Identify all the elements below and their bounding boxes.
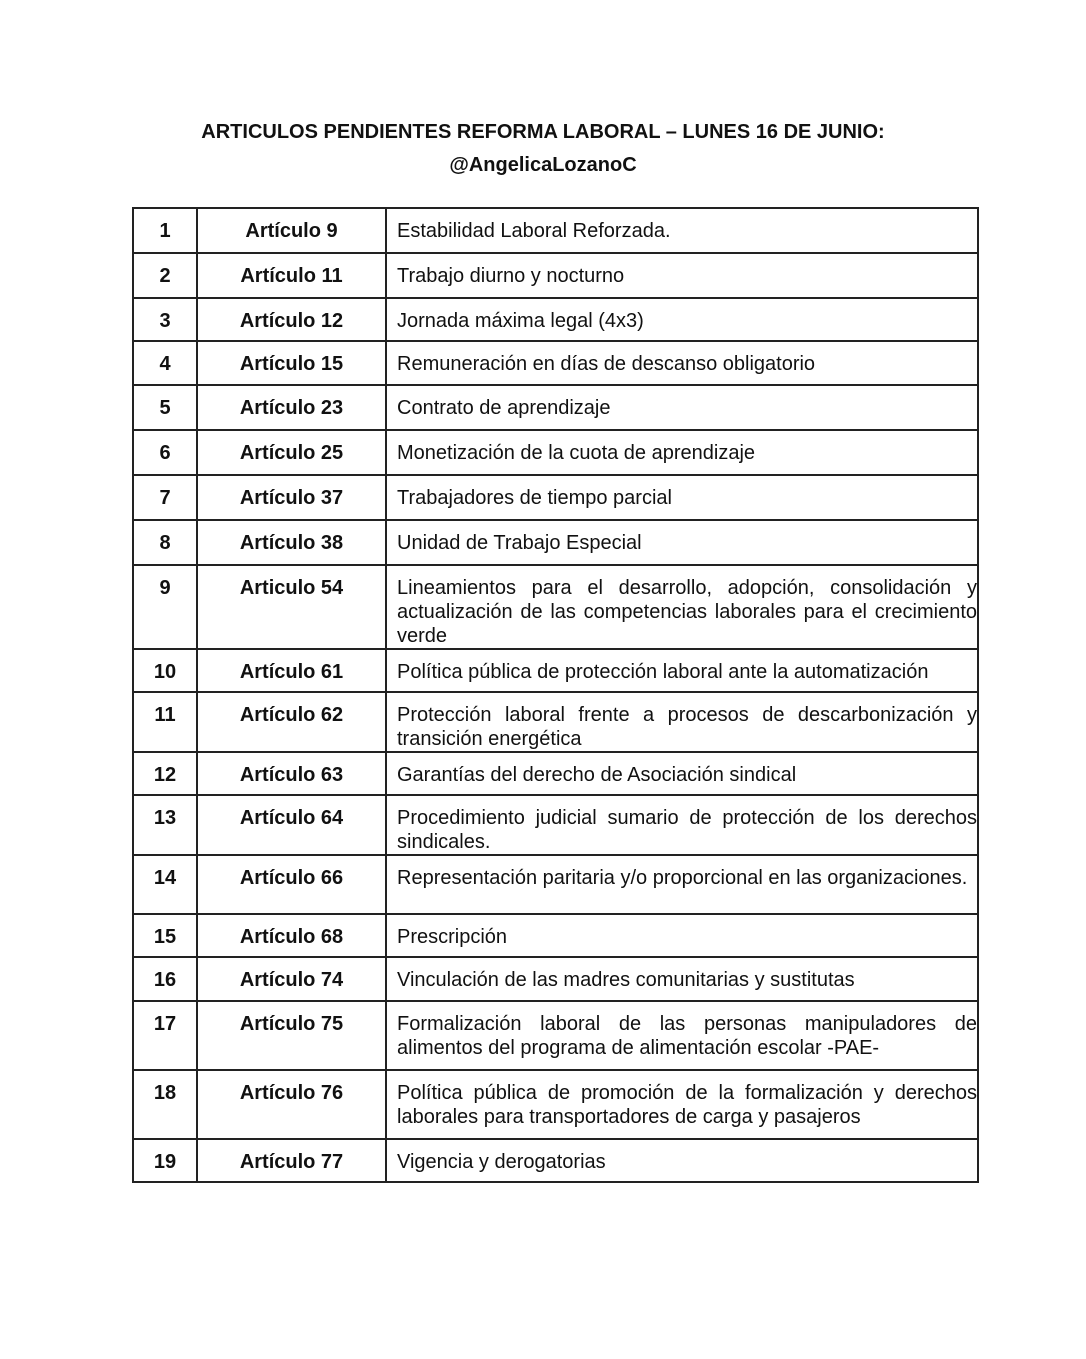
row-number: 8 [133,520,197,565]
article-description: Prescripción [386,914,978,957]
row-number: 6 [133,430,197,475]
article-description: Lineamientos para el desarrollo, adopción, consolidación y actualización de las competencias laborales para el crecimiento verde [386,565,978,649]
article-label: Artículo 61 [197,649,386,692]
table-row [133,565,978,649]
article-description: Remuneración en días de descanso obligatorio [386,341,978,385]
article-description: Política pública de promoción de la formalización y derechos laborales para transportadores de carga y pasajeros [386,1070,978,1139]
table-row [133,795,978,855]
article-description: Unidad de Trabajo Especial [386,520,978,565]
row-number: 3 [133,298,197,341]
table-row [133,520,978,565]
table-row [133,475,978,520]
article-description: Trabajo diurno y nocturno [386,253,978,298]
article-label: Artículo 62 [197,692,386,752]
table-row [133,914,978,957]
row-number: 1 [133,208,197,253]
article-label: Artículo 66 [197,855,386,914]
table-row [133,298,978,341]
article-label: Artículo 38 [197,520,386,565]
table-row [133,208,978,253]
article-label: Artículo 76 [197,1070,386,1139]
article-label: Artículo 75 [197,1001,386,1070]
row-number: 16 [133,957,197,1001]
article-description: Trabajadores de tiempo parcial [386,475,978,520]
articles-table [132,207,979,1183]
table-row [133,385,978,430]
row-number: 9 [133,565,197,649]
table-row [133,1001,978,1070]
article-description: Estabilidad Laboral Reforzada. [386,208,978,253]
row-number: 4 [133,341,197,385]
article-description: Contrato de aprendizaje [386,385,978,430]
author-handle: @AngelicaLozanoC [449,154,637,176]
table-row [133,692,978,752]
row-number: 18 [133,1070,197,1139]
article-label: Artículo 15 [197,341,386,385]
row-number: 12 [133,752,197,795]
row-number: 10 [133,649,197,692]
article-label: Articulo 54 [197,565,386,649]
article-label: Artículo 9 [197,208,386,253]
row-number: 19 [133,1139,197,1182]
row-number: 2 [133,253,197,298]
row-number: 7 [133,475,197,520]
article-description: Garantías del derecho de Asociación sindical [386,752,978,795]
row-number: 17 [133,1001,197,1070]
article-label: Artículo 25 [197,430,386,475]
table-row [133,957,978,1001]
article-label: Artículo 23 [197,385,386,430]
table-row [133,752,978,795]
article-label: Artículo 77 [197,1139,386,1182]
article-label: Artículo 37 [197,475,386,520]
article-description: Vigencia y derogatorias [386,1139,978,1182]
table-row [133,649,978,692]
article-label: Artículo 12 [197,298,386,341]
row-number: 5 [133,385,197,430]
article-description: Jornada máxima legal (4x3) [386,298,978,341]
article-label: Artículo 74 [197,957,386,1001]
article-label: Artículo 11 [197,253,386,298]
table-row [133,430,978,475]
table-row [133,253,978,298]
row-number: 14 [133,855,197,914]
table-row [133,1070,978,1139]
article-label: Artículo 68 [197,914,386,957]
article-description: Representación paritaria y/o proporcional en las organizaciones. [386,855,978,914]
row-number: 11 [133,692,197,752]
article-description: Procedimiento judicial sumario de protección de los derechos sindicales. [386,795,978,855]
article-label: Artículo 64 [197,795,386,855]
article-description: Protección laboral frente a procesos de descarbonización y transición energética [386,692,978,752]
article-description: Formalización laboral de las personas manipuladores de alimentos del programa de alimentación escolar -PAE- [386,1001,978,1070]
article-description: Política pública de protección laboral ante la automatización [386,649,978,692]
table-row [133,1139,978,1182]
table-row [133,855,978,914]
row-number: 13 [133,795,197,855]
article-description: Vinculación de las madres comunitarias y sustitutas [386,957,978,1001]
table-row [133,341,978,385]
document-title: ARTICULOS PENDIENTES REFORMA LABORAL – LUNES 16 DE JUNIO: [201,121,885,143]
document-header [0,116,1086,182]
article-description: Monetización de la cuota de aprendizaje [386,430,978,475]
row-number: 15 [133,914,197,957]
article-label: Artículo 63 [197,752,386,795]
